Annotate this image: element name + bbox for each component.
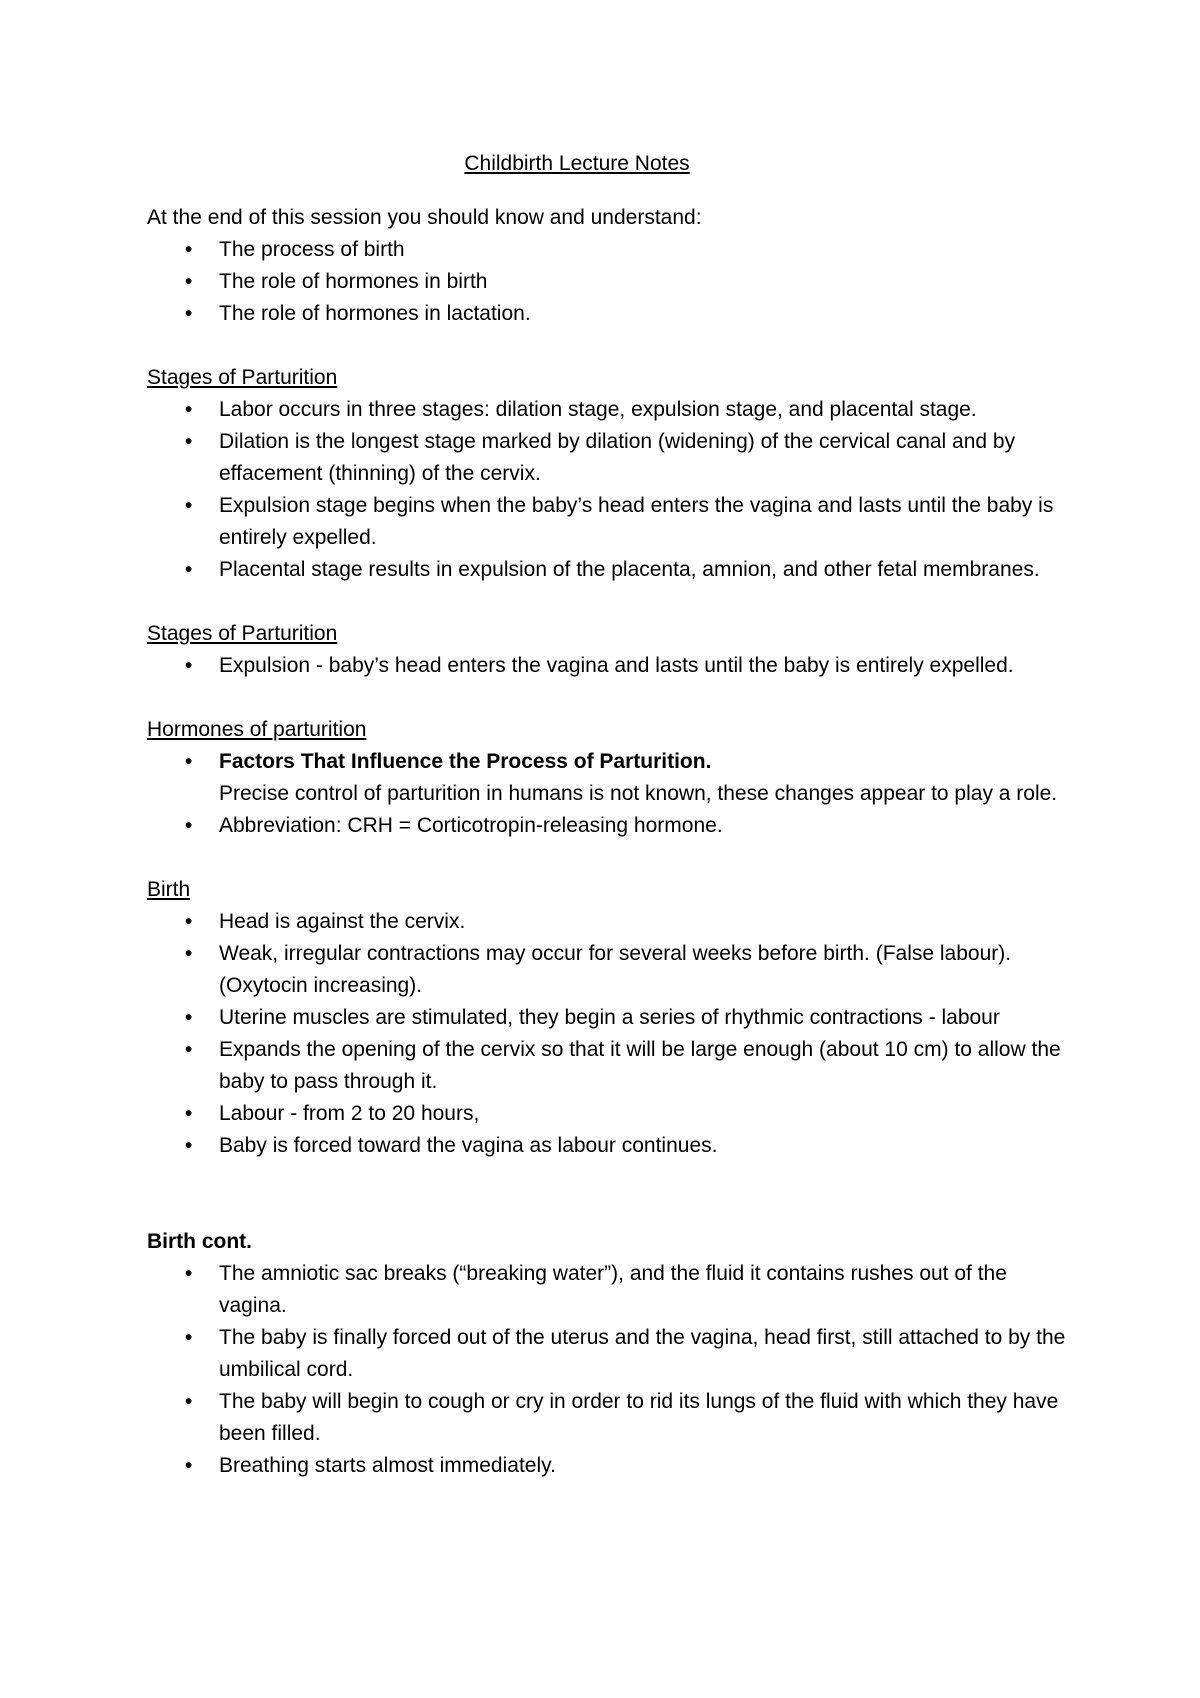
- bullet-icon: •: [185, 750, 193, 773]
- list-item: • The baby will begin to cough or cry in order to rid its lungs of the fluid with which they have been filled.: [147, 1386, 1077, 1450]
- list-item: • Head is against the cervix.: [147, 906, 1077, 938]
- bullet-icon: •: [185, 1006, 193, 1029]
- bullet-icon: •: [185, 302, 193, 325]
- document-title: Childbirth Lecture Notes: [464, 152, 690, 175]
- factors-heading: Factors That Influence the Process of Parturition.: [219, 750, 712, 773]
- section-heading-birth: Birth: [147, 878, 191, 901]
- bullet-icon: •: [185, 494, 193, 517]
- section-heading-hormones: Hormones of parturition: [147, 718, 367, 741]
- objectives-list: [147, 234, 1077, 330]
- list-item: [147, 746, 1077, 810]
- bullet-icon: •: [185, 1326, 193, 1349]
- bullet-icon: •: [185, 1038, 193, 1061]
- section-heading-stages-2: Stages of Parturition: [147, 622, 338, 645]
- birth-cont-list: [147, 1258, 1077, 1482]
- list-item: • Placental stage results in expulsion of the placenta, amnion, and other fetal membranes.: [147, 554, 1077, 586]
- list-item: • Labor occurs in three stages: dilation stage, expulsion stage, and placental stage.: [147, 394, 1077, 426]
- list-item: • The amniotic sac breaks (“breaking water”), and the fluid it contains rushes out of the vagina.: [147, 1258, 1077, 1322]
- list-item: • The process of birth: [147, 234, 1077, 266]
- bullet-icon: •: [185, 654, 193, 677]
- bullet-icon: •: [185, 238, 193, 261]
- bullet-icon: •: [185, 814, 193, 837]
- bullet-icon: •: [185, 430, 193, 453]
- bullet-icon: •: [185, 398, 193, 421]
- birth-list: [147, 906, 1077, 1162]
- bullet-icon: •: [185, 270, 193, 293]
- list-item: • Abbreviation: CRH = Corticotropin-releasing hormone.: [147, 810, 1077, 842]
- list-item: • Dilation is the longest stage marked by dilation (widening) of the cervical canal and by effacement (thinning) of the cervix.: [147, 426, 1077, 490]
- bullet-icon: •: [185, 1102, 193, 1125]
- list-item: • Expulsion stage begins when the baby’s head enters the vagina and lasts until the baby is entirely expelled.: [147, 490, 1077, 554]
- list-item: • Expulsion - baby’s head enters the vagina and lasts until the baby is entirely expelled.: [147, 650, 1077, 682]
- bullet-icon: •: [185, 558, 193, 581]
- spacer: [147, 1194, 1077, 1226]
- list-item: • Breathing starts almost immediately.: [147, 1450, 1077, 1482]
- list-item: • Expands the opening of the cervix so that it will be large enough (about 10 cm) to allow the baby to pass through it.: [147, 1034, 1077, 1098]
- bullet-icon: •: [185, 910, 193, 933]
- stages-list: [147, 394, 1077, 586]
- bullet-icon: •: [185, 1262, 193, 1285]
- list-item: • The role of hormones in birth: [147, 266, 1077, 298]
- document-page: [147, 148, 1077, 1514]
- bullet-icon: •: [185, 1454, 193, 1477]
- list-item: • The baby is finally forced out of the uterus and the vagina, head first, still attached to by the umbilical cord.: [147, 1322, 1077, 1386]
- intro-text: At the end of this session you should know and understand:: [147, 206, 702, 229]
- list-item: • The role of hormones in lactation.: [147, 298, 1077, 330]
- list-item: • Labour - from 2 to 20 hours,: [147, 1098, 1077, 1130]
- list-item: • Baby is forced toward the vagina as labour continues.: [147, 1130, 1077, 1162]
- list-item: • Weak, irregular contractions may occur for several weeks before birth. (False labour). (Oxytocin increasing).: [147, 938, 1077, 1002]
- stages-2-list: [147, 650, 1077, 682]
- factors-text: Precise control of parturition in humans is not known, these changes appear to play a role.: [219, 782, 1058, 805]
- list-item: • Uterine muscles are stimulated, they begin a series of rhythmic contractions - labour: [147, 1002, 1077, 1034]
- bullet-icon: •: [185, 1134, 193, 1157]
- section-heading-birth-cont: Birth cont.: [147, 1230, 252, 1253]
- bullet-icon: •: [185, 942, 193, 965]
- bullet-icon: •: [185, 1390, 193, 1413]
- section-heading-stages: Stages of Parturition: [147, 366, 338, 389]
- hormones-list: [147, 746, 1077, 842]
